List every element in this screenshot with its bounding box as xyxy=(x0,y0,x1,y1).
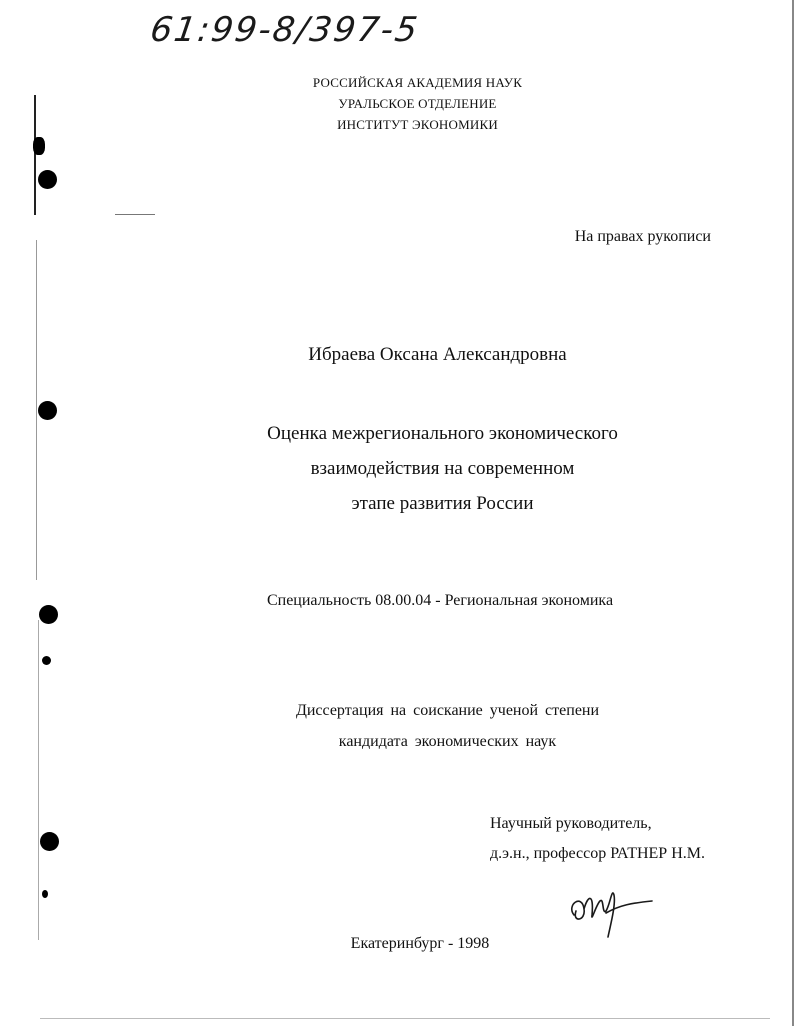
thesis-title-line-3: этапе развития России xyxy=(351,493,534,514)
thesis-title-line-1: Оценка межрегионального экономического xyxy=(267,423,618,444)
punch-hole-icon xyxy=(42,890,48,898)
dissertation-line-1: Диссертация на соискание ученой степени xyxy=(295,702,600,719)
scan-bottom-line xyxy=(40,1018,770,1019)
institution-line-3: ИНСТИТУТ ЭКОНОМИКИ xyxy=(337,117,498,132)
rights-note: На правах рукописи xyxy=(574,228,711,245)
punch-hole-icon xyxy=(38,401,57,420)
dissertation-line-2: кандидата экономических наук xyxy=(338,733,557,750)
punch-hole-icon xyxy=(33,137,45,155)
supervisor-line-1: Научный руководитель, xyxy=(490,815,652,832)
scan-edge-line xyxy=(36,240,37,580)
scan-edge-line xyxy=(38,620,39,940)
institution-line-2: УРАЛЬСКОЕ ОТДЕЛЕНИЕ xyxy=(338,96,497,111)
specialty: Специальность 08.00.04 - Региональная экономика xyxy=(266,592,614,609)
institution-line-1: РОССИЙСКАЯ АКАДЕМИЯ НАУК xyxy=(312,75,523,90)
thesis-title-line-2: взаимодействия на современном xyxy=(310,458,575,479)
punch-hole-icon xyxy=(38,170,57,189)
scan-top-dash xyxy=(115,214,155,215)
punch-hole-icon xyxy=(40,832,59,851)
punch-hole-icon xyxy=(42,656,51,665)
archive-code: 61:99-8/397-5 xyxy=(147,10,422,50)
author-name: Ибраева Оксана Александровна xyxy=(308,344,567,365)
supervisor-line-2: д.э.н., профессор РАТНЕР Н.М. xyxy=(490,845,705,862)
scan-edge-line xyxy=(34,95,36,215)
place-year: Екатеринбург - 1998 xyxy=(350,935,490,952)
